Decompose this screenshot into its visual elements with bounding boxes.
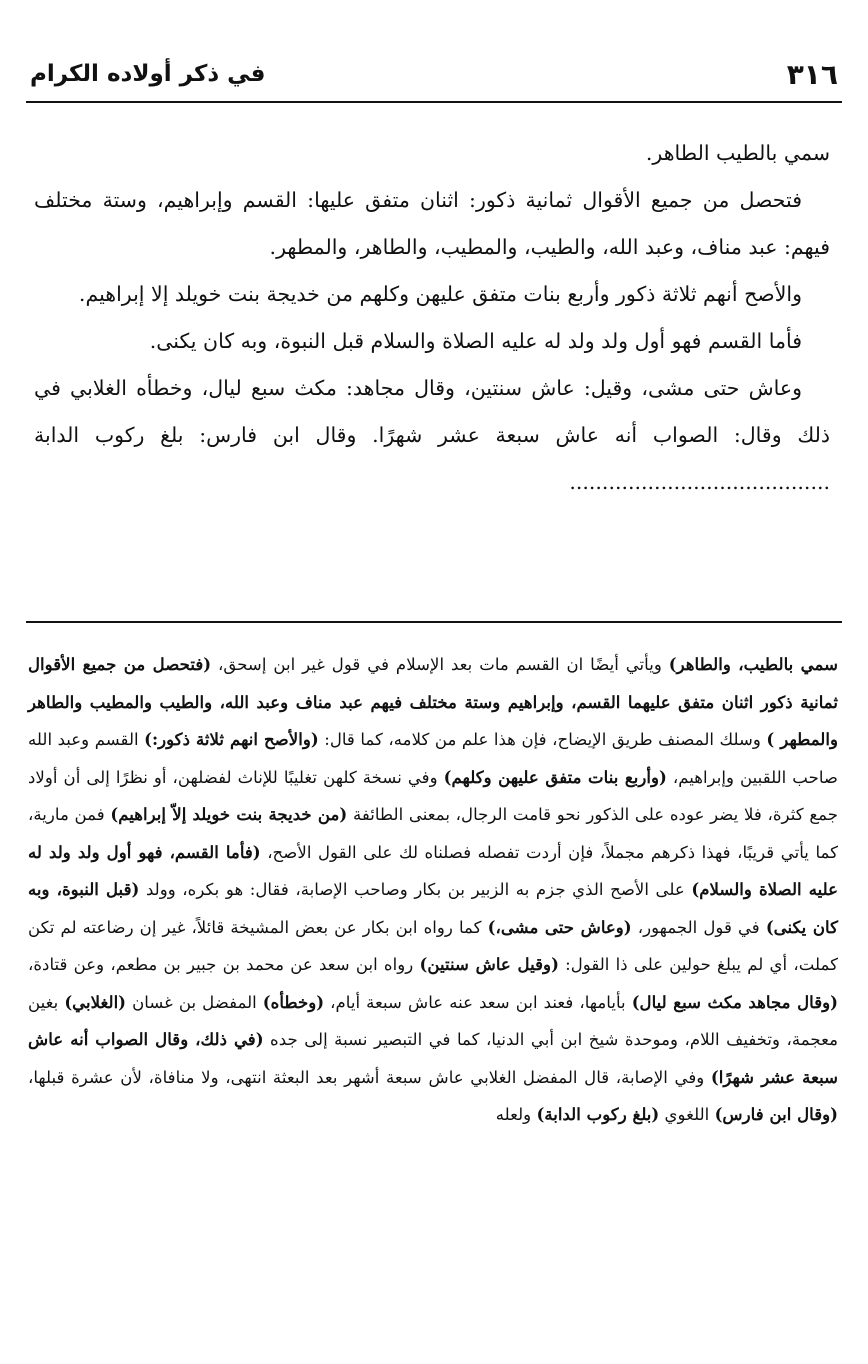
main-paragraph (34, 271, 830, 318)
commentary-span: وفي الإصابة، قال المفضل الغلابي عاش سبعة أشهر بعد البعثة انتهى، ولا منافاة، لأن عشرة قبلها، (28, 1067, 711, 1087)
quoted-text: (وأربع بنات متفق عليهن وكلهم) (443, 766, 667, 787)
quoted-text: (الغلابي) (64, 991, 127, 1012)
main-paragraph (34, 130, 830, 177)
commentary-span: اللغوي (659, 1105, 715, 1124)
commentary-span: على الأصح الذي جزم به الزبير بن بكار وصاحب الإصابة، فقال: هو بكره، وولد (139, 880, 692, 899)
ellipsis-dots: ........................................ (569, 470, 830, 494)
commentary-span: المفضل بن غسان (126, 992, 263, 1012)
quoted-text: (وقيل عاش سنتين) (419, 954, 559, 974)
main-text (34, 130, 830, 506)
quoted-text: (وقال مجاهد مكث سبع ليال) (631, 991, 838, 1012)
quoted-text: سمي بالطيب، والطاهر) (668, 654, 838, 674)
commentary-rule (26, 621, 842, 623)
commentary-span: كما رواه ابن بكار عن بعض المشيخة قائلاً، غير إن رضاعته لم تكن كملت، أي لم يبلغ حولين على ذا القول: (28, 917, 838, 974)
quoted-text: (قبل النبوة، وبه كان يكنى) (28, 879, 838, 937)
commentary-span: وفي نسخة كلهن تغليبًا للإناث لفضلهن، أو نظرًا إلى أن أولاد جمع كثرة، فلا يضر عوده على الذكور نحو قامت الرجال، بمعنى الطائفة (28, 767, 838, 824)
commentary-span: رواه ابن سعد عن محمد بن جبير بن مطعم، وعن قتادة، (28, 955, 420, 974)
main-paragraph-text: فأما القسم فهو أول ولد ولد له عليه الصلاة والسلام قبل النبوة، وبه كان يكنى. (149, 329, 802, 353)
page-number: ٣١٦ (786, 57, 838, 91)
main-paragraph (34, 177, 830, 271)
commentary-paragraph (28, 646, 838, 1134)
commentary-span: فمن مارية، كما يأتي قريبًا، فهذا ذكرهم مجملاً، فإن أردت تفصله فصلناه لك على القول الأصح، (28, 805, 838, 862)
quoted-text: (وعاش حتى مشى،) (487, 916, 632, 937)
commentary-span: بغين معجمة، وتخفيف اللام، وموحدة شيخ ابن أبي الدنيا، كما في التبصير نسبة إلى جده (28, 992, 838, 1049)
commentary-span: في قول الجمهور، (631, 917, 766, 937)
quoted-text: (من خديجة بنت خويلد إلاّ إبراهيم) (110, 804, 348, 824)
quoted-text: (فتحصل من جميع الأقوال ثمانية ذكور اثنان متفق عليهما القسم، وإبراهيم وستة مختلف فيهم عبد مناف وعبد الله، والطيب والمطيب والطاهر والمطهر ) (28, 654, 838, 749)
running-title: في ذكر أولاده الكرام (30, 61, 266, 87)
quoted-text: (فأما القسم، فهو أول ولد ولد له عليه الصلاة والسلام) (28, 841, 838, 899)
commentary-span: وسلك المصنف طريق الإيضاح، فإن هذا علم من كلامه، كما قال: (318, 730, 767, 749)
commentary-span: بأيامها، فعند ابن سعد عنه عاش سبعة أيام، (324, 992, 632, 1012)
main-paragraph (34, 318, 830, 365)
quoted-text: (في ذلك، وقال الصواب أنه عاش سبعة عشر شهرًا) (28, 1029, 838, 1087)
quoted-text: (بلغ ركوب الدابة) (536, 1104, 660, 1124)
commentary-span: القسم وعبد الله صاحب اللقبين وإبراهيم، (28, 730, 838, 787)
header-rule (26, 101, 842, 103)
commentary-text (28, 646, 838, 1134)
main-paragraph-text: وعاش حتى مشى، وقيل: عاش سنتين، وقال مجاهد: مكث سبع ليال، وخطأه الغلابي في ذلك وقال: الصواب أنه عاش سبعة عشر شهرًا. وقال ابن فارس: بلغ ركوب الدابة (34, 376, 830, 447)
quoted-text: (والأصح انهم ثلاثة ذكور:) (144, 729, 319, 749)
page-header (30, 48, 838, 100)
commentary-span: ويأتي أيضًا ان القسم مات بعد الإسلام في قول غير ابن إسحق، (211, 655, 669, 674)
main-paragraph-text: سمي بالطيب الطاهر. (645, 141, 830, 165)
quoted-text: (وخطأه) (262, 991, 325, 1012)
quoted-text: (وقال ابن فارس) (714, 1104, 838, 1124)
commentary-span: ولعله (495, 1105, 537, 1124)
main-paragraph-text: فتحصل من جميع الأقوال ثمانية ذكور: اثنان متفق عليها: القسم وإبراهيم، وستة مختلف فيهم: عبد مناف، وعبد الله، والطيب، والمطيب، والطاهر، والمطهر. (34, 188, 830, 259)
main-paragraph (34, 365, 830, 506)
main-paragraph-text: والأصح أنهم ثلاثة ذكور وأربع بنات متفق عليهن وكلهم من خديجة بنت خويلد إلا إبراهيم. (78, 282, 802, 306)
